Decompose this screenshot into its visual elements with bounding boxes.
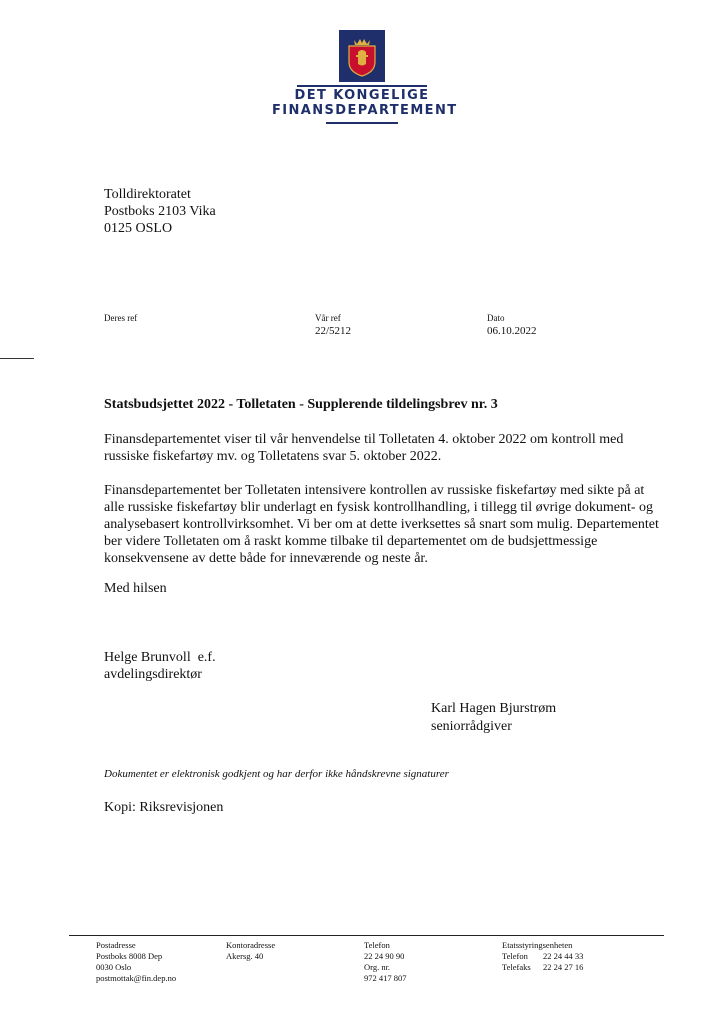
fold-mark: [0, 358, 34, 359]
recipient-street: Postboks 2103 Vika: [104, 204, 216, 219]
date-value: 06.10.2022: [487, 325, 537, 337]
copy-recipient: Kopi: Riksrevisjonen: [104, 800, 224, 815]
footer-telefon-label: Telefon: [364, 940, 390, 950]
footer-etat-phone-value: 22 24 44 33: [543, 951, 584, 961]
signer-1: [104, 649, 216, 683]
footer-email[interactable]: postmottak@fin.dep.no: [96, 973, 177, 983]
closing-greeting: Med hilsen: [104, 581, 167, 596]
footer-etat-label: Etatsstyringsenheten: [502, 940, 573, 950]
footer-orgnr-label: Org. nr.: [364, 962, 391, 972]
signer-2: [431, 700, 556, 736]
footer-telefon: [364, 940, 407, 984]
letter-subject: Statsbudsjettet 2022 - Tolletaten - Supplerende tildelingsbrev nr. 3: [104, 397, 498, 412]
footer-etat-fax: [502, 962, 583, 973]
recipient-name: Tolldirektoratet: [104, 187, 191, 202]
logo-divider: [297, 85, 427, 87]
footer-kontoradresse-line1: Akersg. 40: [226, 951, 264, 961]
footer-postadresse-line2: 0030 Oslo: [96, 962, 132, 972]
recipient-address: [104, 186, 216, 237]
deres-ref-label: Deres ref: [104, 313, 138, 323]
logo-text-line2: FINANSDEPARTEMENT: [272, 103, 458, 118]
footer-postadresse-line1: Postboks 8008 Dep: [96, 951, 163, 961]
signer-1-name: Helge Brunvoll e.f.: [104, 650, 216, 665]
footer-etat: [502, 940, 583, 973]
footer-etat-phone: [502, 951, 583, 962]
logo-text-line1: DET KONGELIGE: [294, 88, 430, 103]
footer-etat-fax-label: Telefaks: [502, 962, 531, 972]
var-ref-value: 22/5212: [315, 325, 352, 337]
signer-1-title: avdelingsdirektør: [104, 667, 202, 682]
footer-kontoradresse: [226, 940, 275, 962]
signer-2-title: seniorrådgiver: [431, 719, 512, 734]
date-label: Dato: [487, 313, 505, 323]
var-ref-label: Vår ref: [315, 313, 341, 323]
footer-kontoradresse-label: Kontoradresse: [226, 940, 276, 950]
paragraph-1: Finansdepartementet viser til vår henvendelse til Tolletaten 4. oktober 2022 om kontroll med russiske fiskefartøy mv. og Tolletatens svar 5. oktober 2022.: [104, 432, 624, 464]
footer-etat-phone-label: Telefon: [502, 951, 528, 961]
electronic-approval-note: Dokumentet er elektronisk godkjent og har derfor ikke håndskrevne signaturer: [104, 768, 449, 780]
footer-telefon-number: 22 24 90 90: [364, 951, 405, 961]
footer-divider: [69, 935, 664, 936]
paragraph-2: Finansdepartementet ber Tolletaten intensivere kontrollen av russiske fiskefartøy med sikte på at alle russiske fiskefartøy blir underlagt en fysisk kontrollhandling, i tillegg til øvrige dokument- og analysebasert kontrollvirksomhet. Vi ber om at dette iverksettes så snart som mulig. Departementet ber videre Tolletaten om å raskt komme tilbake til departementet om de budsjettmessige konsekvensene av dette både for inneværende og neste år.: [104, 483, 659, 566]
footer-etat-fax-value: 22 24 27 16: [543, 962, 584, 972]
footer-postadresse: [96, 940, 176, 984]
logo-underline: [326, 122, 398, 124]
footer-postadresse-label: Postadresse: [96, 940, 136, 950]
coat-of-arms-icon: [339, 30, 385, 82]
recipient-city: 0125 OSLO: [104, 221, 173, 236]
ministry-logo: [272, 30, 458, 124]
footer-orgnr-value: 972 417 807: [364, 973, 407, 983]
signer-2-name: Karl Hagen Bjurstrøm: [431, 701, 557, 716]
